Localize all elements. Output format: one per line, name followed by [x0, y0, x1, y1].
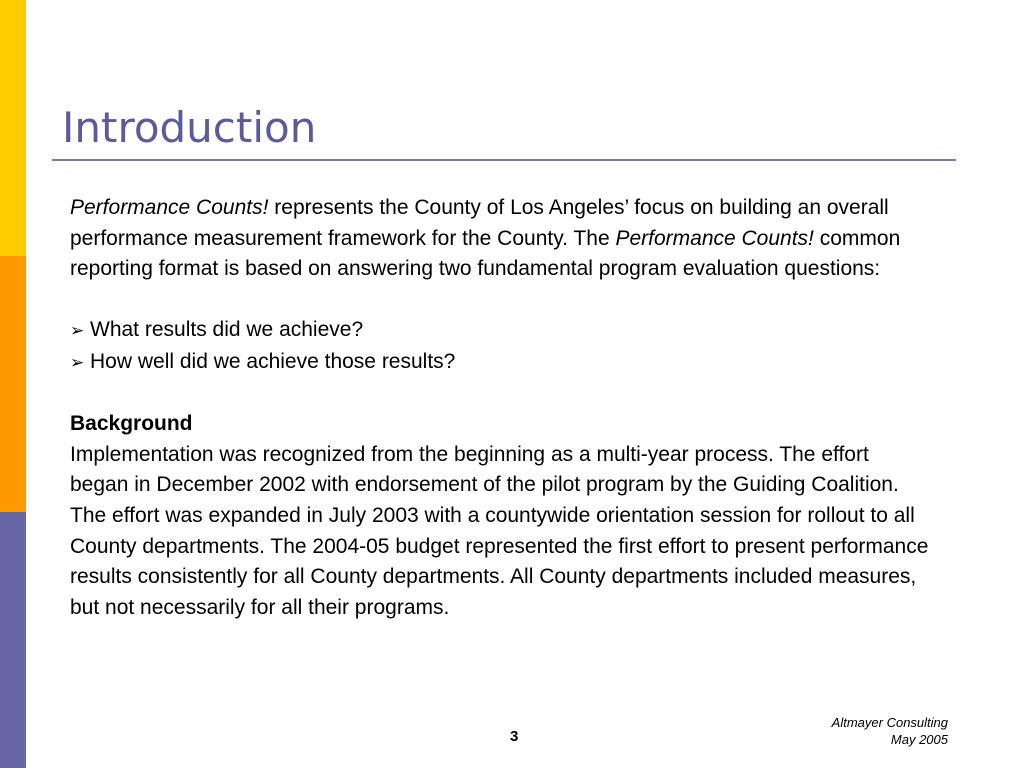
- footer-date: May 2005: [890, 732, 948, 747]
- slide-title: Introduction: [62, 103, 317, 152]
- bullet-item: [70, 347, 930, 379]
- footer-company: Altmayer Consulting: [831, 715, 948, 730]
- bullet-item: [70, 315, 930, 347]
- page-number: 3: [510, 728, 519, 745]
- sidebar-bar-orange: [0, 256, 26, 512]
- background-heading: Background: [70, 412, 193, 436]
- intro-emphasis-2: Performance Counts!: [615, 226, 814, 250]
- background-paragraph: Implementation was recognized from the beginning as a multi-year process. The effort began in December 2002 with endorsement of the pilot program by the Guiding Coalition. The effort was expanded in July 2003 with a countywide orientation session for rollout to all County departments. The 2004-05 budget represented the first effort to present performance results consistently for all County departments. All County departments included measures, but not necessarily for all their programs.: [70, 442, 929, 619]
- intro-paragraph: [70, 193, 930, 285]
- intro-text-1: represents the County of Los Angeles’ focus on building an overall performance measurement framework for the County. The: [70, 196, 889, 250]
- bullet-text: How well did we achieve those results?: [90, 349, 456, 373]
- footer-credit: [832, 714, 948, 748]
- arrow-bullet-icon: ➢: [70, 321, 85, 341]
- arrow-bullet-icon: ➢: [70, 352, 85, 372]
- slide-body: [70, 193, 930, 623]
- bullet-text: What results did we achieve?: [90, 318, 364, 342]
- spacer: [70, 379, 930, 410]
- intro-text-2: common reporting format is based on answering two fundamental program evaluation questions:: [70, 226, 901, 281]
- spacer: [70, 285, 930, 316]
- intro-emphasis-1: Performance Counts!: [70, 196, 269, 219]
- title-divider: [52, 159, 956, 161]
- sidebar-bar-purple: [0, 512, 26, 768]
- sidebar-bar-yellow: [0, 0, 26, 256]
